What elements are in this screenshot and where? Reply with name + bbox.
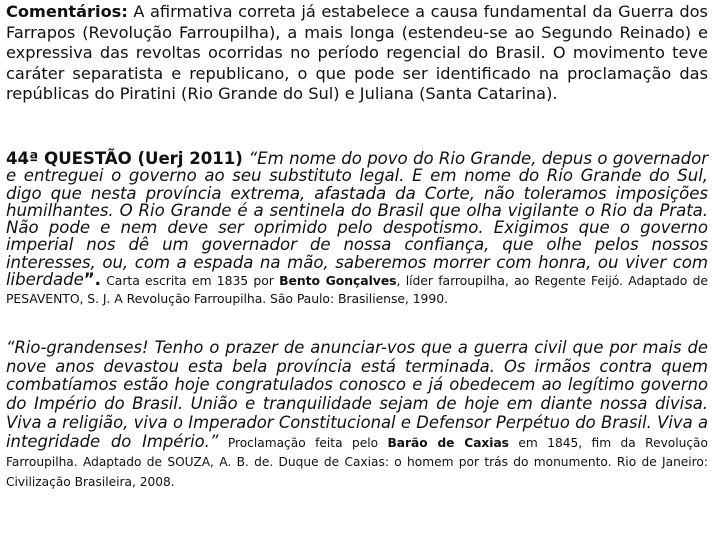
caxias-quote: “Rio-grandenses! Tenho o prazer de anunciar-vos que a guerra civil que por mais de nove anos devastou esta bela província está terminada. Os irmãos contra quem combatíamos estão hoje congratulados conosco e já obedecem ao legítimo governo do Império do Brasil. União e tranquilidade sejam de hoje em diante nossa divisa. Viva a religião, viva o Imperador Constitucional e Defensor Perpétuo do Brasil. Viva a integridade do Império.” [6,338,708,451]
question-source-suffix: , líder farroupilha, ao Regente Feijó. Adaptado de PESAVENTO, S. J. A Revolução Farroupilha. São Paulo: Brasiliense, 1990. [6,273,709,307]
question-quote-close: ”. [83,270,101,290]
question-source-prefix: Carta escrita em 1835 por [100,273,280,289]
question-label: 44ª QUESTÃO (Uerj 2011) [6,149,249,168]
comentarios-text: A afirmativa correta já estabelece a causa fundamental da Guerra dos Farrapos (Revolução Farroupilha), a mais longa (estendeu-se ao Segundo Reinado) e expressiva das revoltas ocorridas no período regencial do Brasil. O movimento teve caráter separatista e republicano, o que pode ser identificado na proclamação das repúblicas do Piratini (Rio Grande do Sul) e Juliana (Santa Catarina). [6,2,708,104]
question-paragraph [6,150,708,308]
caxias-source-prefix: Proclamação feita pelo [218,435,388,450]
comentarios-label: Comentários: [6,2,128,21]
caxias-source-person: Barão de Caxias [387,435,509,450]
question-quote: “Em nome do povo do Rio Grande, depus o governador e entreguei o governo ao seu substituto legal. E em nome do Rio Grande do Sul, digo que nesta província extrema, afastada da Corte, não toleramos imposições humilhantes. O Rio Grande é a sentinela do Brasil que olha vigilante o Rio da Prata. Não pode e nem deve ser oprimido pelo despotismo. Exigimos que o governo imperial nos dê um governador de nossa confiança, que olhe pelos nossos interesses, ou, com a espada na mão, saberemos morrer com honra, ou viver com liberdade [6,149,708,290]
question-source-person: Bento Gonçalves [279,273,397,289]
caxias-source-suffix: em 1845, fim da Revolução Farroupilha. Adaptado de SOUZA, A. B. de. Duque de Caxias: o homem por trás do monumento. Rio de Janeiro: Civilização Brasileira, 2008. [6,435,708,489]
comentarios-paragraph [6,2,708,105]
caxias-paragraph [6,339,708,492]
